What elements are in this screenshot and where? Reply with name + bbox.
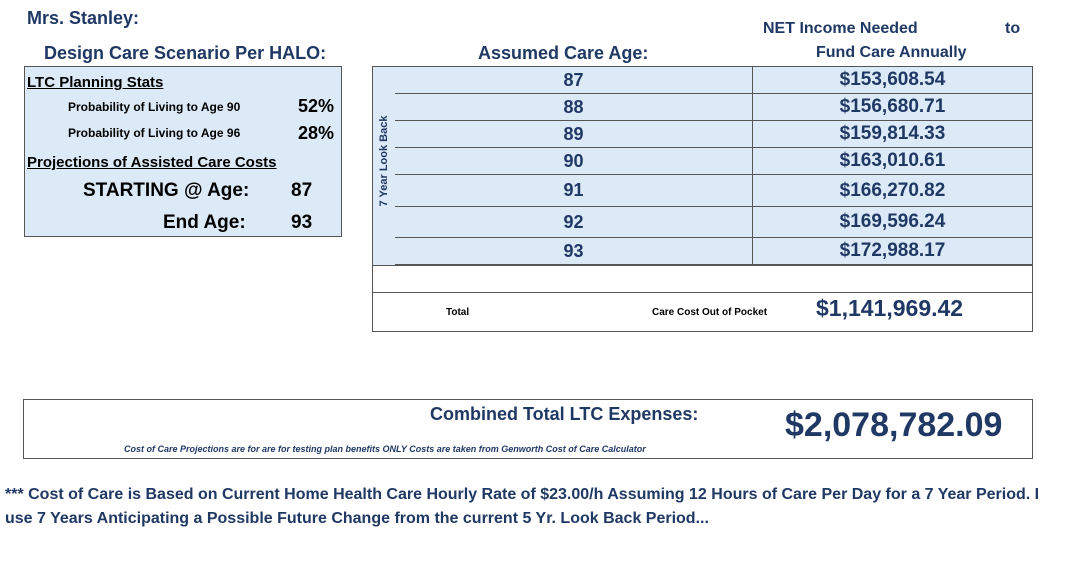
annual-cost-cell: $156,680.71 [839,96,946,117]
table-row [395,207,1032,238]
starting-age-label: STARTING @ Age: [83,180,250,201]
out-of-pocket-label: Care Cost Out of Pocket [652,307,768,318]
lookback-band [373,67,396,265]
combined-total-value: $2,078,782.09 [785,406,1003,444]
blank-row [373,265,1032,293]
annual-cost-cell: $163,010.61 [839,150,946,171]
care-age-cell: 90 [395,148,753,174]
fund-care-header: Fund Care Annually [816,44,967,61]
prob-90-label: Probability of Living to Age 90 [68,100,241,114]
client-name: Mrs. Stanley: [27,8,140,28]
assumed-care-age-header: Assumed Care Age: [478,43,649,63]
care-age-cell: 88 [395,94,753,120]
annual-cost-cell: $166,270.82 [839,179,946,201]
annual-cost-cell: $159,814.33 [839,123,946,144]
annual-cost-cell: $172,988.17 [839,240,946,261]
prob-96-label: Probability of Living to Age 96 [68,126,241,140]
annual-cost-cell: $169,596.24 [839,211,946,232]
prob-90-value: 52% [298,96,335,116]
care-age-cell: 89 [395,121,753,147]
table-row [395,238,1032,265]
end-age-value: 93 [291,212,313,233]
lookback-label: 7 Year Look Back [378,115,390,207]
care-age-cell: 91 [395,175,753,206]
starting-age-value: 87 [291,180,313,201]
table-row [395,175,1032,207]
annual-cost-cell: $153,608.54 [839,69,946,90]
table-row [395,121,1032,148]
stats-heading: LTC Planning Stats [27,74,164,91]
care-age-cell: 93 [395,238,753,264]
total-out-of-pocket-value: $1,141,969.42 [816,295,964,321]
care-age-cell: 87 [395,67,753,93]
net-income-header-to: to [1005,20,1021,37]
disclaimer-text: Cost of Care Projections are for are for testing plan benefits ONLY Costs are taken from Genworth Cost of Care Calculator [124,444,646,454]
scenario-title: Design Care Scenario Per HALO: [44,43,327,63]
combined-total-label: Combined Total LTC Expenses: [430,404,699,424]
total-label: Total [446,307,470,318]
table-row [395,94,1032,121]
projections-heading: Projections of Assisted Care Costs [27,154,277,171]
table-row [395,67,1032,94]
net-income-header: NET Income Needed [763,20,918,37]
table-row [395,148,1032,175]
end-age-label: End Age: [163,212,246,233]
footnote-text: *** Cost of Care is Based on Current Home Health Care Hourly Rate of $23.00/h Assuming 12 Hours of Care Per Day for a 7 Year Period. I use 7 Years Anticipating a Possible Future Change from the current 5 Yr. Look Back Period... [5,486,1040,527]
prob-96-value: 28% [298,123,335,143]
ltc-stats-panel [24,66,342,237]
care-age-cell: 92 [395,207,753,237]
